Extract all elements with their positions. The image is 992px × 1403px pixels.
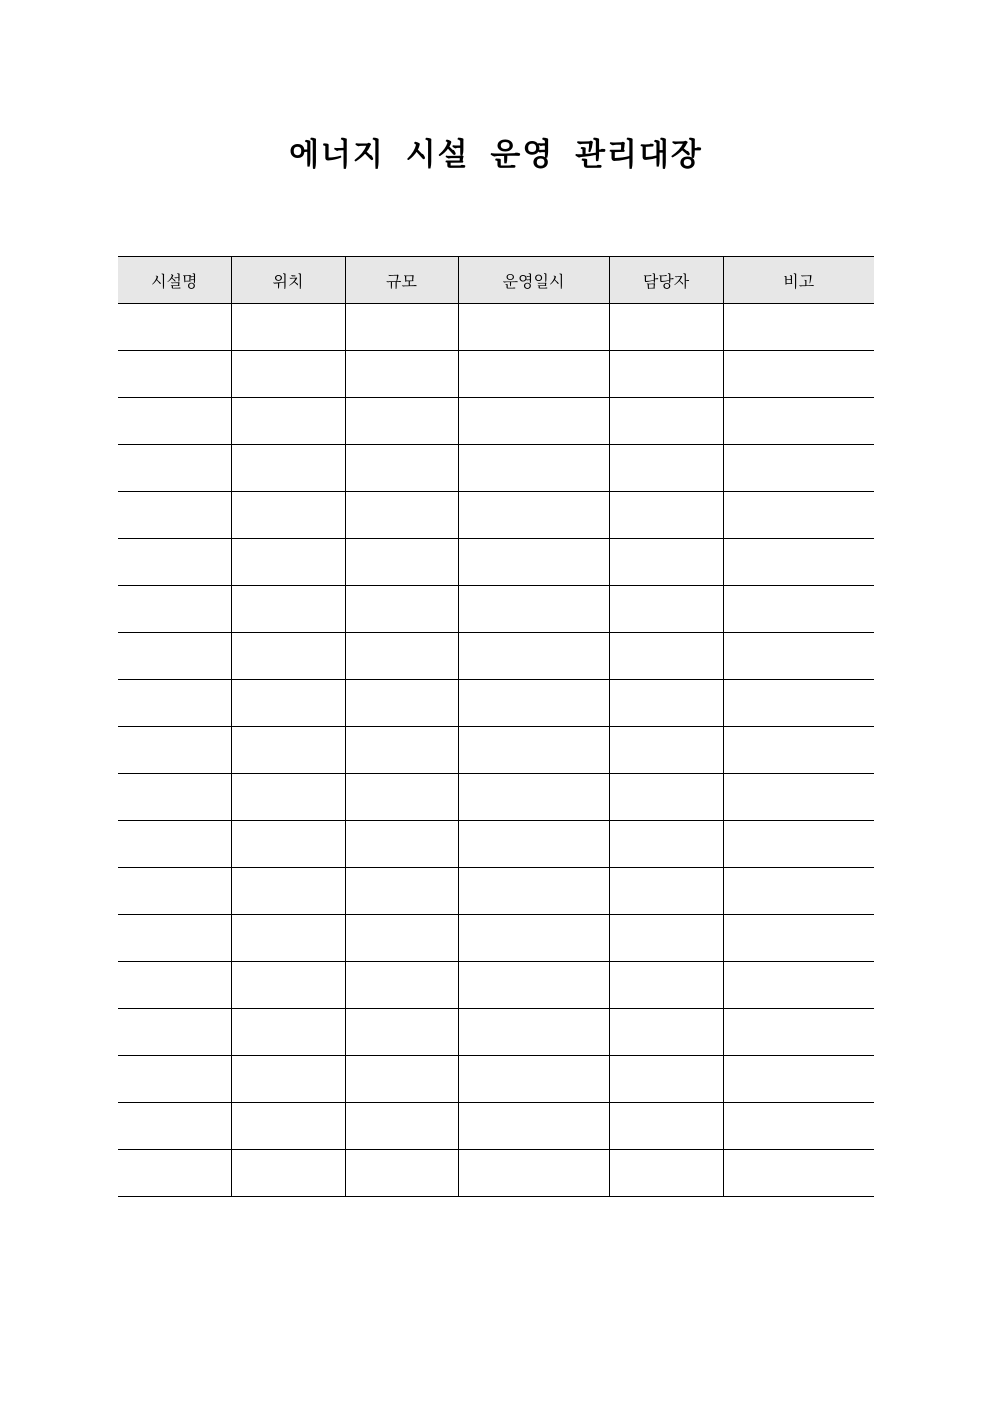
cell-manager[interactable] — [609, 1150, 723, 1197]
cell-location[interactable] — [231, 1056, 345, 1103]
cell-remarks[interactable] — [723, 868, 874, 915]
cell-scale[interactable] — [345, 774, 458, 821]
cell-remarks[interactable] — [723, 492, 874, 539]
cell-operation-datetime[interactable] — [458, 680, 609, 727]
cell-location[interactable] — [231, 398, 345, 445]
cell-operation-datetime[interactable] — [458, 821, 609, 868]
cell-remarks[interactable] — [723, 774, 874, 821]
cell-location[interactable] — [231, 915, 345, 962]
cell-scale[interactable] — [345, 868, 458, 915]
cell-operation-datetime[interactable] — [458, 304, 609, 351]
cell-location[interactable] — [231, 351, 345, 398]
cell-manager[interactable] — [609, 915, 723, 962]
cell-facility-name[interactable] — [118, 1009, 231, 1056]
cell-facility-name[interactable] — [118, 492, 231, 539]
table-row — [118, 1009, 874, 1056]
table-body — [118, 304, 874, 1197]
cell-operation-datetime[interactable] — [458, 1009, 609, 1056]
cell-operation-datetime[interactable] — [458, 633, 609, 680]
cell-facility-name[interactable] — [118, 633, 231, 680]
cell-location[interactable] — [231, 633, 345, 680]
table-row — [118, 1056, 874, 1103]
cell-location[interactable] — [231, 445, 345, 492]
table-row — [118, 445, 874, 492]
facility-register-table — [118, 256, 874, 1197]
cell-operation-datetime[interactable] — [458, 1150, 609, 1197]
table-row — [118, 868, 874, 915]
table-row — [118, 915, 874, 962]
cell-operation-datetime[interactable] — [458, 727, 609, 774]
cell-remarks[interactable] — [723, 351, 874, 398]
cell-manager[interactable] — [609, 586, 723, 633]
cell-operation-datetime[interactable] — [458, 962, 609, 1009]
cell-scale[interactable] — [345, 915, 458, 962]
cell-scale[interactable] — [345, 1009, 458, 1056]
table-row — [118, 351, 874, 398]
cell-scale[interactable] — [345, 680, 458, 727]
cell-operation-datetime[interactable] — [458, 351, 609, 398]
cell-manager[interactable] — [609, 868, 723, 915]
cell-facility-name[interactable] — [118, 1150, 231, 1197]
cell-remarks[interactable] — [723, 1103, 874, 1150]
column-header-facility-name: 시설명 — [118, 257, 231, 304]
cell-location[interactable] — [231, 1103, 345, 1150]
table-row — [118, 774, 874, 821]
cell-manager[interactable] — [609, 304, 723, 351]
cell-manager[interactable] — [609, 727, 723, 774]
cell-operation-datetime[interactable] — [458, 1103, 609, 1150]
cell-location[interactable] — [231, 868, 345, 915]
cell-facility-name[interactable] — [118, 727, 231, 774]
cell-facility-name[interactable] — [118, 445, 231, 492]
cell-facility-name[interactable] — [118, 774, 231, 821]
cell-facility-name[interactable] — [118, 680, 231, 727]
cell-location[interactable] — [231, 1009, 345, 1056]
cell-scale[interactable] — [345, 1103, 458, 1150]
table-row — [118, 821, 874, 868]
table-row — [118, 398, 874, 445]
cell-facility-name[interactable] — [118, 539, 231, 586]
cell-remarks[interactable] — [723, 1009, 874, 1056]
cell-operation-datetime[interactable] — [458, 445, 609, 492]
table-row — [118, 633, 874, 680]
table-row — [118, 962, 874, 1009]
cell-manager[interactable] — [609, 398, 723, 445]
cell-scale[interactable] — [345, 962, 458, 1009]
cell-manager[interactable] — [609, 774, 723, 821]
table-header-row — [118, 257, 874, 304]
column-header-operation-datetime: 운영일시 — [458, 257, 609, 304]
cell-operation-datetime[interactable] — [458, 1056, 609, 1103]
cell-remarks[interactable] — [723, 821, 874, 868]
cell-location[interactable] — [231, 586, 345, 633]
cell-remarks[interactable] — [723, 915, 874, 962]
cell-scale[interactable] — [345, 1150, 458, 1197]
cell-operation-datetime[interactable] — [458, 774, 609, 821]
cell-facility-name[interactable] — [118, 868, 231, 915]
cell-facility-name[interactable] — [118, 304, 231, 351]
cell-location[interactable] — [231, 304, 345, 351]
table-row — [118, 492, 874, 539]
cell-remarks[interactable] — [723, 1150, 874, 1197]
cell-manager[interactable] — [609, 445, 723, 492]
column-header-remarks: 비고 — [723, 257, 874, 304]
cell-manager[interactable] — [609, 1056, 723, 1103]
cell-location[interactable] — [231, 727, 345, 774]
cell-location[interactable] — [231, 774, 345, 821]
cell-location[interactable] — [231, 539, 345, 586]
table-row — [118, 1150, 874, 1197]
cell-remarks[interactable] — [723, 398, 874, 445]
cell-scale[interactable] — [345, 727, 458, 774]
column-header-manager: 담당자 — [609, 257, 723, 304]
cell-scale[interactable] — [345, 539, 458, 586]
cell-operation-datetime[interactable] — [458, 915, 609, 962]
cell-remarks[interactable] — [723, 445, 874, 492]
cell-manager[interactable] — [609, 680, 723, 727]
cell-scale[interactable] — [345, 586, 458, 633]
cell-facility-name[interactable] — [118, 821, 231, 868]
cell-facility-name[interactable] — [118, 351, 231, 398]
cell-manager[interactable] — [609, 1009, 723, 1056]
cell-scale[interactable] — [345, 445, 458, 492]
cell-manager[interactable] — [609, 821, 723, 868]
cell-facility-name[interactable] — [118, 1103, 231, 1150]
cell-facility-name[interactable] — [118, 962, 231, 1009]
cell-remarks[interactable] — [723, 586, 874, 633]
table-row — [118, 539, 874, 586]
cell-scale[interactable] — [345, 821, 458, 868]
table-row — [118, 727, 874, 774]
cell-scale[interactable] — [345, 1056, 458, 1103]
cell-manager[interactable] — [609, 539, 723, 586]
cell-facility-name[interactable] — [118, 586, 231, 633]
cell-facility-name[interactable] — [118, 398, 231, 445]
cell-operation-datetime[interactable] — [458, 586, 609, 633]
cell-remarks[interactable] — [723, 962, 874, 1009]
cell-scale[interactable] — [345, 351, 458, 398]
cell-operation-datetime[interactable] — [458, 868, 609, 915]
cell-remarks[interactable] — [723, 680, 874, 727]
column-header-scale: 규모 — [345, 257, 458, 304]
cell-manager[interactable] — [609, 1103, 723, 1150]
cell-scale[interactable] — [345, 633, 458, 680]
cell-location[interactable] — [231, 1150, 345, 1197]
cell-remarks[interactable] — [723, 633, 874, 680]
page-title: 에너지 시설 운영 관리대장 — [289, 137, 703, 173]
cell-location[interactable] — [231, 821, 345, 868]
cell-location[interactable] — [231, 492, 345, 539]
cell-manager[interactable] — [609, 492, 723, 539]
table-row — [118, 586, 874, 633]
table-row — [118, 680, 874, 727]
cell-scale[interactable] — [345, 304, 458, 351]
table-row — [118, 304, 874, 351]
cell-operation-datetime[interactable] — [458, 492, 609, 539]
cell-manager[interactable] — [609, 962, 723, 1009]
cell-facility-name[interactable] — [118, 915, 231, 962]
cell-scale[interactable] — [345, 492, 458, 539]
table-row — [118, 1103, 874, 1150]
cell-operation-datetime[interactable] — [458, 398, 609, 445]
cell-operation-datetime[interactable] — [458, 539, 609, 586]
cell-remarks[interactable] — [723, 1056, 874, 1103]
cell-location[interactable] — [231, 962, 345, 1009]
cell-remarks[interactable] — [723, 727, 874, 774]
cell-manager[interactable] — [609, 351, 723, 398]
column-header-location: 위치 — [231, 257, 345, 304]
cell-location[interactable] — [231, 680, 345, 727]
cell-remarks[interactable] — [723, 304, 874, 351]
cell-scale[interactable] — [345, 398, 458, 445]
cell-remarks[interactable] — [723, 539, 874, 586]
cell-manager[interactable] — [609, 633, 723, 680]
cell-facility-name[interactable] — [118, 1056, 231, 1103]
